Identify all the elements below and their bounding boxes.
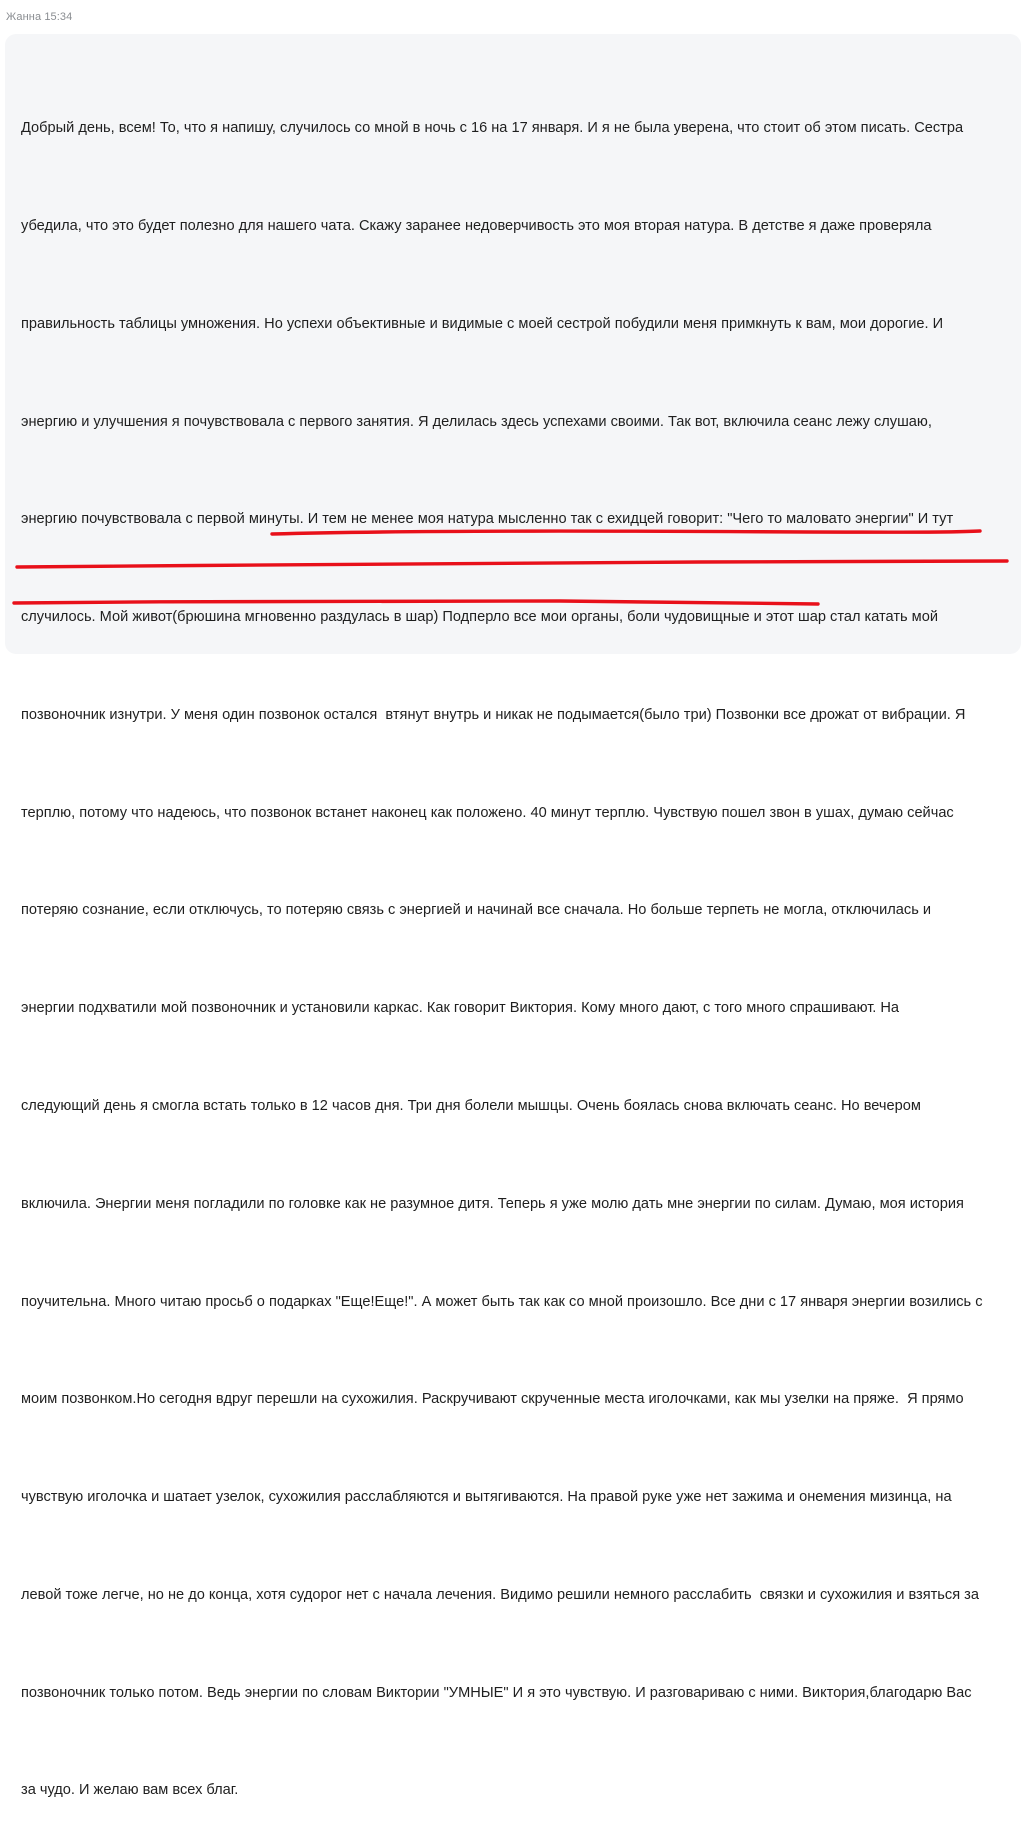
message-line: убедила, что это будет полезно для нашего чата. Скажу заранее недоверчивость это моя вторая натура. В детстве я даже проверяла (21, 217, 932, 234)
message-line: моим позвонком.Но сегодня вдруг перешли на сухожилия. Раскручивают скрученные места иголочками, как мы узелки на пряже. Я прямо (21, 1391, 964, 1408)
message-line: поучительна. Много читаю просьб о подарках "Еще!Еще!". А может быть так как со мной произошло. Все дни с 17 января энергии возились с (21, 1293, 983, 1310)
message-line: правильность таблицы умножения. Но успехи объективные и видимые с моей сестрой побудили меня примкнуть к вам, мои дорогие. И (21, 315, 944, 332)
message-line: чувствую иголочка и шатает узелок, сухожилия расслабляются и вытягиваются. На правой руке уже нет зажима и онемения мизинца, на (21, 1489, 952, 1506)
message-line: за чудо. И желаю вам всех благ. (21, 1782, 239, 1799)
message-time: 15:34 (44, 11, 73, 23)
message-line: левой тоже легче, но не до конца, хотя судорог нет с начала лечения. Видимо решили немного расслабить связки и сухожилия и взяться за (21, 1586, 979, 1603)
author-name[interactable]: Жанна (6, 11, 42, 23)
message-line: терплю, потому что надеюсь, что позвонок встанет наконец как положено. 40 минут терплю. Чувствую пошел звон в ушах, думаю сейчас (21, 804, 954, 821)
message-line: Добрый день, всем! То, что я напишу, случилось со мной в ночь с 16 на 17 января. И я не была уверена, что стоит об этом писать. Сестра (21, 120, 964, 137)
message-line: потеряю сознание, если отключусь, то потеряю связь с энергией и начинай все сначала. Но больше терпеть не могла, отключилась и (21, 902, 932, 919)
message-line: следующий день я смогла встать только в 12 часов дня. Три дня болели мышцы. Очень боялась снова включать сеанс. Но вечером (21, 1098, 921, 1114)
message-line: позвоночник только потом. Ведь энергии по словам Виктории "УМНЫЕ" И я это чувствую. И разговариваю с ними. Виктория,благодарю Вас (21, 1684, 972, 1701)
message-line: позвоночник изнутри. У меня один позвонок остался втянут внутрь и никак не подымается(было три) Позвонки все дрожат от вибрации. Я (21, 706, 966, 723)
message-line: включила. Энергии меня погладили по головке как не разумное дитя. Теперь я уже молю дать мне энергии по силам. Думаю, моя история (21, 1195, 964, 1212)
message-line: энергии подхватили мой позвоночник и установили каркас. Как говорит Виктория. Кому много дают, с того много спрашивают. На (21, 1000, 900, 1017)
message-line: энергию почувствовала с первой минуты. И тем не менее моя натура мысленно так с ехидцей говорит: "Чего то маловато энергии" И тут (21, 511, 954, 528)
message-meta (6, 11, 72, 23)
message-text (21, 47, 1011, 1840)
message-line: случилось. Мой живот(брюшина мгновенно раздулась в шар) Подперло все мои органы, боли чудовищные и этот шар стал катать мой (21, 609, 938, 626)
message-line: энергию и улучшения я почувствовала с первого занятия. Я делилась здесь успехами своими. Так вот, включила сеанс лежу слушаю, (21, 413, 932, 430)
